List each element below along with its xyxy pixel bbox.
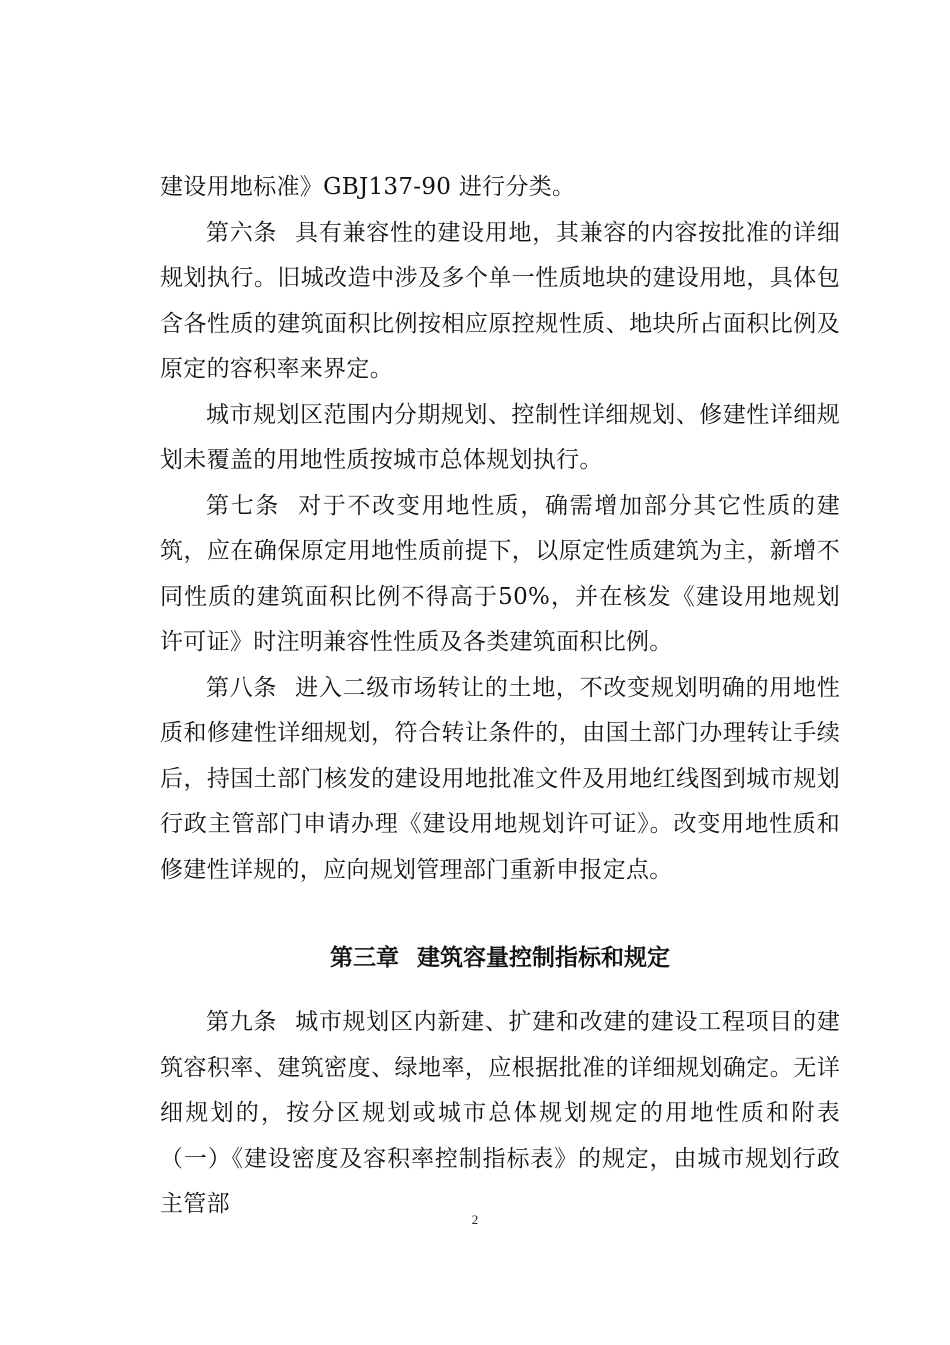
page-number: 2 [471,1212,479,1227]
chapter-title: 建筑容量控制指标和规定 [417,945,670,971]
article-7-text: 对于不改变用地性质，确需增加部分其它性质的建筑，应在确保原定用地性质前提下，以原定性质建筑为主，新增不同性质的建筑面积比例不得高于50%，并在核发《建设用地规划许可证》时注明兼容性性质及各类建筑面积比例。 [160,492,840,655]
article-6-number: 第六条 [206,219,278,246]
article-8-paragraph [160,666,840,894]
article-6-paragraph [160,211,840,393]
article-6-text: 具有兼容性的建设用地，其兼容的内容按批准的详细规划执行。旧城改造中涉及多个单一性质地块的建设用地，具体包含各性质的建筑面积比例按相应原控规性质、地块所占面积比例及原定的容积率来界定。 [160,219,840,382]
article-9-paragraph [160,1000,840,1228]
article-9-number: 第九条 [206,1009,278,1035]
body-text-upper [160,165,840,893]
article-7-number: 第七条 [206,492,281,519]
plain-paragraph: 城市规划区范围内分期规划、控制性详细规划、修建性详细规划未覆盖的用地性质按城市总体规划执行。 [160,401,840,473]
article-7-paragraph [160,484,840,666]
chapter-heading [160,936,840,981]
article-8-text: 进入二级市场转让的土地，不改变规划明确的用地性质和修建性详细规划，符合转让条件的，由国土部门办理转让手续后，持国土部门核发的建设用地批准文件及用地红线图到城市规划行政主管部门申请办理《建设用地规划许可证》。改变用地性质和修建性详规的，应向规划管理部门重新申报定点。 [160,674,840,883]
article-9-text: 城市规划区内新建、扩建和改建的建设工程项目的建筑容积率、建筑密度、绿地率，应根据批准的详细规划确定。无详细规划的，按分区规划或城市总体规划规定的用地性质和附表（一）《建设密度及容积率控制指标表》的规定，由城市规划行政主管部 [160,1009,840,1217]
continuation-paragraph: 建设用地标准》GBJ137-90 进行分类。 [160,174,576,200]
body-text-lower [160,1000,840,1228]
article-8-number: 第八条 [206,674,278,701]
chapter-number: 第三章 [330,945,399,971]
